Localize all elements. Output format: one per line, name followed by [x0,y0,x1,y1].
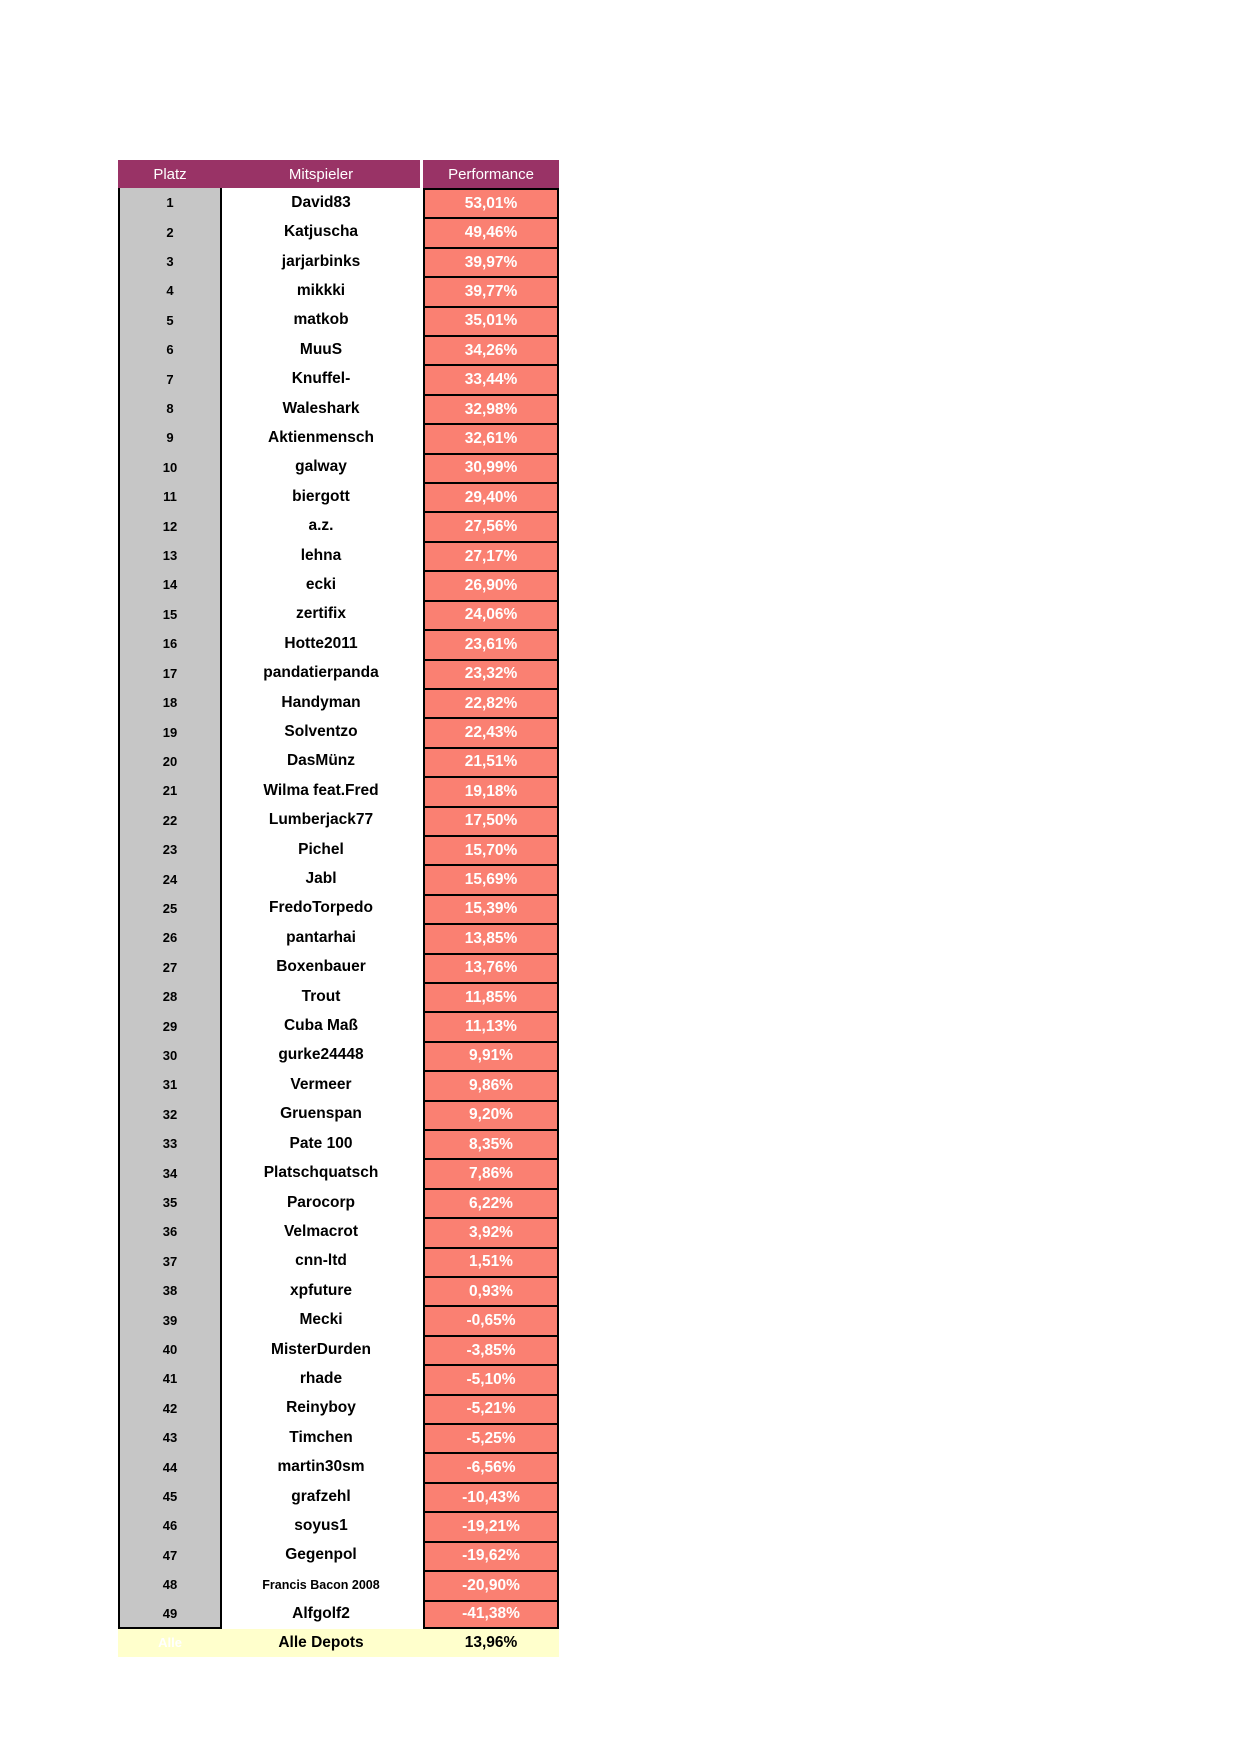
column-header-platz: Platz [153,165,187,183]
performance-cell: 15,70% [423,835,559,864]
performance-cell: 53,01% [423,188,559,217]
rank-cell: 47 [118,1541,222,1570]
table-row [118,306,559,335]
player-cell: zertifix [222,600,420,629]
performance-cell: 27,56% [423,511,559,540]
player-cell: rhade [222,1364,420,1393]
footer-rank-cell: Alle [158,1635,182,1651]
table-row [118,688,559,717]
table-row [118,570,559,599]
performance-cell: 34,26% [423,335,559,364]
rank-cell: 16 [118,629,222,658]
player-cell: MisterDurden [222,1335,420,1364]
player-cell: martin30sm [222,1452,420,1481]
table-row [118,1541,559,1570]
rank-cell: 28 [118,982,222,1011]
table-row [118,864,559,893]
rank-cell: 29 [118,1011,222,1040]
rank-cell: 41 [118,1364,222,1393]
table-row [118,776,559,805]
table-row [118,806,559,835]
player-cell: Pate 100 [222,1129,420,1158]
footer-player-cell: Alle Depots [278,1633,364,1651]
player-cell: David83 [222,188,420,217]
performance-cell: 3,92% [423,1217,559,1246]
rank-cell: 46 [118,1511,222,1540]
player-cell: Jabl [222,864,420,893]
table-row [118,1423,559,1452]
player-cell: ecki [222,570,420,599]
player-cell: Parocorp [222,1188,420,1217]
rank-cell: 37 [118,1247,222,1276]
performance-cell: 13,76% [423,953,559,982]
table-row [118,247,559,276]
rank-cell: 17 [118,659,222,688]
performance-cell: 17,50% [423,806,559,835]
footer-performance-cell: 13,96% [464,1633,518,1651]
player-cell: Vermeer [222,1070,420,1099]
rank-cell: 33 [118,1129,222,1158]
rank-cell: 34 [118,1158,222,1187]
table-row [118,511,559,540]
rank-cell: 11 [118,482,222,511]
table-row [118,1452,559,1481]
player-cell: Francis Bacon 2008 [222,1570,420,1599]
performance-cell: 23,32% [423,659,559,688]
rank-cell: 2 [118,217,222,246]
performance-cell: 29,40% [423,482,559,511]
performance-cell: 39,77% [423,276,559,305]
table-row [118,835,559,864]
player-cell: gurke24448 [222,1041,420,1070]
rank-cell: 12 [118,511,222,540]
rank-cell: 31 [118,1070,222,1099]
rank-cell: 27 [118,953,222,982]
rank-cell: 38 [118,1276,222,1305]
table-row [118,1364,559,1393]
rank-cell: 10 [118,453,222,482]
table-row [118,1335,559,1364]
table-footer-row [118,1629,559,1657]
player-cell: Trout [222,982,420,1011]
player-cell: Gegenpol [222,1541,420,1570]
table-row [118,423,559,452]
player-cell: Solventzo [222,717,420,746]
rank-cell: 7 [118,364,222,393]
table-row [118,600,559,629]
performance-cell: -41,38% [423,1600,559,1629]
table-row [118,717,559,746]
rank-cell: 13 [118,541,222,570]
rank-cell: 23 [118,835,222,864]
performance-cell: 32,98% [423,394,559,423]
performance-cell: -20,90% [423,1570,559,1599]
rank-cell: 22 [118,806,222,835]
table-row [118,747,559,776]
performance-cell: 13,85% [423,923,559,952]
player-cell: mikkki [222,276,420,305]
table-body [118,188,559,1629]
performance-cell: 9,20% [423,1100,559,1129]
player-cell: Boxenbauer [222,953,420,982]
performance-cell: 33,44% [423,364,559,393]
table-row [118,1011,559,1040]
table-row [118,1570,559,1599]
player-cell: soyus1 [222,1511,420,1540]
table-row [118,217,559,246]
table-row [118,1511,559,1540]
rank-cell: 3 [118,247,222,276]
performance-cell: -0,65% [423,1305,559,1334]
performance-cell: -19,62% [423,1541,559,1570]
performance-cell: 35,01% [423,306,559,335]
performance-cell: 26,90% [423,570,559,599]
performance-cell: 23,61% [423,629,559,658]
performance-cell: 27,17% [423,541,559,570]
performance-cell: 11,85% [423,982,559,1011]
rank-cell: 32 [118,1100,222,1129]
header-main-band [118,160,420,188]
player-cell: Reinyboy [222,1394,420,1423]
performance-cell: -6,56% [423,1452,559,1481]
rank-cell: 39 [118,1305,222,1334]
performance-cell: -10,43% [423,1482,559,1511]
table-row [118,1188,559,1217]
player-cell: xpfuture [222,1276,420,1305]
table-row [118,1394,559,1423]
player-cell: FredoTorpedo [222,894,420,923]
performance-cell: 39,97% [423,247,559,276]
rank-cell: 5 [118,306,222,335]
performance-cell: 1,51% [423,1247,559,1276]
performance-cell: 24,06% [423,600,559,629]
performance-cell: 30,99% [423,453,559,482]
performance-cell: 6,22% [423,1188,559,1217]
table-row [118,894,559,923]
player-cell: cnn-ltd [222,1247,420,1276]
player-cell: Alfgolf2 [222,1600,420,1629]
player-cell: pantarhai [222,923,420,952]
table-row [118,541,559,570]
rank-cell: 18 [118,688,222,717]
table-row [118,982,559,1011]
table-row [118,335,559,364]
rank-cell: 45 [118,1482,222,1511]
player-cell: Gruenspan [222,1100,420,1129]
rank-cell: 42 [118,1394,222,1423]
performance-cell: 32,61% [423,423,559,452]
player-cell: matkob [222,306,420,335]
player-cell: Lumberjack77 [222,806,420,835]
table-row [118,1129,559,1158]
player-cell: Pichel [222,835,420,864]
table-row [118,629,559,658]
table-row [118,1305,559,1334]
player-cell: biergott [222,482,420,511]
performance-cell: 11,13% [423,1011,559,1040]
rank-cell: 20 [118,747,222,776]
rank-cell: 14 [118,570,222,599]
player-cell: Mecki [222,1305,420,1334]
player-cell: Waleshark [222,394,420,423]
table-row [118,364,559,393]
table-row [118,659,559,688]
table-row [118,276,559,305]
performance-cell: 9,86% [423,1070,559,1099]
performance-cell: -19,21% [423,1511,559,1540]
player-cell: jarjarbinks [222,247,420,276]
player-cell: Knuffel- [222,364,420,393]
rank-cell: 48 [118,1570,222,1599]
table-row [118,1041,559,1070]
rank-cell: 15 [118,600,222,629]
performance-cell: -5,25% [423,1423,559,1452]
rank-cell: 43 [118,1423,222,1452]
leaderboard-table [118,160,559,1657]
table-row [118,1600,559,1629]
player-cell: MuuS [222,335,420,364]
player-cell: Platschquatsch [222,1158,420,1187]
performance-cell: 8,35% [423,1129,559,1158]
player-cell: Hotte2011 [222,629,420,658]
performance-cell: 15,69% [423,864,559,893]
player-cell: pandatierpanda [222,659,420,688]
performance-cell: 49,46% [423,217,559,246]
player-cell: Velmacrot [222,1217,420,1246]
rank-cell: 1 [118,188,222,217]
performance-cell: -5,10% [423,1364,559,1393]
performance-cell: 7,86% [423,1158,559,1187]
rank-cell: 19 [118,717,222,746]
rank-cell: 44 [118,1452,222,1481]
rank-cell: 6 [118,335,222,364]
table-row [118,1158,559,1187]
table-row [118,1217,559,1246]
player-cell: Cuba Maß [222,1011,420,1040]
rank-cell: 8 [118,394,222,423]
table-row [118,1482,559,1511]
table-row [118,1070,559,1099]
table-row [118,482,559,511]
table-row [118,1247,559,1276]
table-row [118,453,559,482]
table-row [118,1100,559,1129]
table-row [118,1276,559,1305]
performance-cell: -3,85% [423,1335,559,1364]
rank-cell: 30 [118,1041,222,1070]
player-cell: Wilma feat.Fred [222,776,420,805]
column-header-performance: Performance [423,160,559,188]
rank-cell: 21 [118,776,222,805]
player-cell: Katjuscha [222,217,420,246]
performance-cell: 9,91% [423,1041,559,1070]
rank-cell: 24 [118,864,222,893]
column-header-mitspieler: Mitspieler [288,165,354,183]
performance-cell: 19,18% [423,776,559,805]
rank-cell: 49 [118,1600,222,1629]
rank-cell: 9 [118,423,222,452]
player-cell: Handyman [222,688,420,717]
table-row [118,953,559,982]
player-cell: lehna [222,541,420,570]
player-cell: galway [222,453,420,482]
performance-cell: 22,82% [423,688,559,717]
rank-cell: 26 [118,923,222,952]
rank-cell: 25 [118,894,222,923]
performance-cell: 15,39% [423,894,559,923]
player-cell: a.z. [222,511,420,540]
player-cell: DasMünz [222,747,420,776]
performance-cell: 21,51% [423,747,559,776]
table-row [118,923,559,952]
rank-cell: 40 [118,1335,222,1364]
table-row [118,188,559,217]
table-row [118,394,559,423]
rank-cell: 35 [118,1188,222,1217]
performance-cell: 22,43% [423,717,559,746]
table-header-row [118,160,559,188]
player-cell: grafzehl [222,1482,420,1511]
rank-cell: 36 [118,1217,222,1246]
performance-cell: -5,21% [423,1394,559,1423]
player-cell: Timchen [222,1423,420,1452]
rank-cell: 4 [118,276,222,305]
player-cell: Aktienmensch [222,423,420,452]
performance-cell: 0,93% [423,1276,559,1305]
